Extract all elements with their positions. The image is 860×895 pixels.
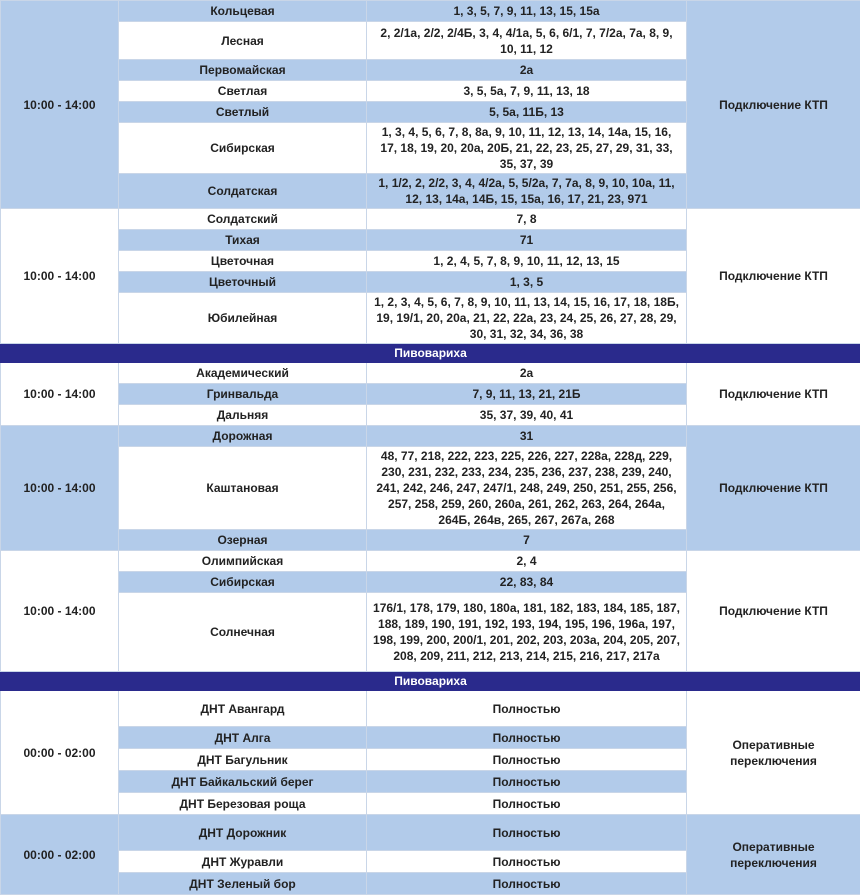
house-numbers: 48, 77, 218, 222, 223, 225, 226, 227, 228а, 228д, 229, 230, 231, 232, 233, 234, 235, 236, 237, 238, 239, 240, 241, 242, 246, 247, 247/1, 248, 249, 250, 251, 255, 256, 257, 258, 259, 260, 260а, 261, 262, 263, 264, 264а, 264Б, 264в, 265, 267, 267а, 268 xyxy=(367,447,687,530)
street-name: Кольцевая xyxy=(119,1,367,22)
street-name: Дальняя xyxy=(119,405,367,426)
work-type: Подключение КТП xyxy=(687,209,860,344)
street-name: Озерная xyxy=(119,530,367,551)
street-name: ДНТ Журавли xyxy=(119,851,367,873)
house-numbers: 1, 3, 5 xyxy=(367,272,687,293)
schedule-row xyxy=(1,426,860,447)
house-numbers: 7, 9, 11, 13, 21, 21Б xyxy=(367,384,687,405)
house-numbers: 7, 8 xyxy=(367,209,687,230)
street-name: Цветочный xyxy=(119,272,367,293)
street-name: Олимпийская xyxy=(119,551,367,572)
outage-time: 10:00 - 14:00 xyxy=(1,363,119,426)
house-numbers: 2, 2/1а, 2/2, 2/4Б, 3, 4, 4/1а, 5, 6, 6/1, 7, 7/2а, 7а, 8, 9, 10, 11, 12 xyxy=(367,22,687,60)
house-numbers: Полностью xyxy=(367,873,687,895)
street-name: Солдатский xyxy=(119,209,367,230)
work-type: Подключение КТП xyxy=(687,1,860,209)
street-name: Лесная xyxy=(119,22,367,60)
street-name: Каштановая xyxy=(119,447,367,530)
work-type: Оперативные переключения xyxy=(687,691,860,815)
district-name: Пивовариха xyxy=(1,672,860,691)
schedule-body xyxy=(1,1,860,895)
house-numbers: Полностью xyxy=(367,771,687,793)
outage-time: 10:00 - 14:00 xyxy=(1,1,119,209)
street-name: ДНТ Березовая роща xyxy=(119,793,367,815)
schedule-row xyxy=(1,363,860,384)
work-type: Подключение КТП xyxy=(687,426,860,551)
street-name: Солнечная xyxy=(119,593,367,672)
district-divider xyxy=(1,672,860,691)
house-numbers: 7 xyxy=(367,530,687,551)
street-name: ДНТ Авангард xyxy=(119,691,367,727)
house-numbers: Полностью xyxy=(367,815,687,851)
work-type: Подключение КТП xyxy=(687,551,860,672)
house-numbers: 1, 2, 4, 5, 7, 8, 9, 10, 11, 12, 13, 15 xyxy=(367,251,687,272)
street-name: Солдатская xyxy=(119,174,367,209)
schedule-row xyxy=(1,691,860,727)
house-numbers: 1, 2, 3, 4, 5, 6, 7, 8, 9, 10, 11, 13, 14, 15, 16, 17, 18, 18Б, 19, 19/1, 20, 20а, 21, 22, 22а, 23, 24, 25, 26, 27, 28, 29, 30, 31, 32, 34, 36, 38 xyxy=(367,293,687,344)
house-numbers: 2а xyxy=(367,60,687,81)
house-numbers: 1, 3, 4, 5, 6, 7, 8, 8а, 9, 10, 11, 12, 13, 14, 14а, 15, 16, 17, 18, 19, 20, 20а, 20Б, 21, 22, 23, 25, 27, 29, 31, 33, 35, 37, 39 xyxy=(367,123,687,174)
street-name: Юбилейная xyxy=(119,293,367,344)
house-numbers: 35, 37, 39, 40, 41 xyxy=(367,405,687,426)
house-numbers: 31 xyxy=(367,426,687,447)
house-numbers: 3, 5, 5а, 7, 9, 11, 13, 18 xyxy=(367,81,687,102)
house-numbers: Полностью xyxy=(367,691,687,727)
street-name: Академический xyxy=(119,363,367,384)
schedule-row xyxy=(1,1,860,22)
schedule-row xyxy=(1,551,860,572)
house-numbers: Полностью xyxy=(367,793,687,815)
work-type: Подключение КТП xyxy=(687,363,860,426)
street-name: Гринвальда xyxy=(119,384,367,405)
district-divider xyxy=(1,344,860,363)
street-name: ДНТ Байкальский берег xyxy=(119,771,367,793)
house-numbers: Полностью xyxy=(367,749,687,771)
street-name: ДНТ Багульник xyxy=(119,749,367,771)
house-numbers: Полностью xyxy=(367,727,687,749)
house-numbers: Полностью xyxy=(367,851,687,873)
house-numbers: 1, 1/2, 2, 2/2, 3, 4, 4/2а, 5, 5/2а, 7, 7а, 8, 9, 10, 10а, 11, 12, 13, 14а, 14Б, 15, 15а, 16, 17, 21, 23, 971 xyxy=(367,174,687,209)
house-numbers: 2а xyxy=(367,363,687,384)
house-numbers: 5, 5а, 11Б, 13 xyxy=(367,102,687,123)
street-name: ДНТ Дорожник xyxy=(119,815,367,851)
house-numbers: 71 xyxy=(367,230,687,251)
street-name: Тихая xyxy=(119,230,367,251)
house-numbers: 2, 4 xyxy=(367,551,687,572)
street-name: ДНТ Алга xyxy=(119,727,367,749)
district-name: Пивовариха xyxy=(1,344,860,363)
outage-time: 00:00 - 02:00 xyxy=(1,691,119,815)
street-name: Сибирская xyxy=(119,572,367,593)
outage-time: 10:00 - 14:00 xyxy=(1,426,119,551)
street-name: Светлая xyxy=(119,81,367,102)
street-name: Светлый xyxy=(119,102,367,123)
schedule-row xyxy=(1,815,860,851)
street-name: Дорожная xyxy=(119,426,367,447)
street-name: Сибирская xyxy=(119,123,367,174)
house-numbers: 176/1, 178, 179, 180, 180а, 181, 182, 183, 184, 185, 187, 188, 189, 190, 191, 192, 193, 194, 195, 196, 196а, 197, 198, 199, 200, 200/1, 201, 202, 203, 203а, 204, 205, 207, 208, 209, 211, 212, 213, 214, 215, 216, 217, 217а xyxy=(367,593,687,672)
house-numbers: 1, 3, 5, 7, 9, 11, 13, 15, 15а xyxy=(367,1,687,22)
street-name: Первомайская xyxy=(119,60,367,81)
outage-time: 10:00 - 14:00 xyxy=(1,209,119,344)
schedule-row xyxy=(1,209,860,230)
street-name: Цветочная xyxy=(119,251,367,272)
outage-time: 00:00 - 02:00 xyxy=(1,815,119,895)
street-name: ДНТ Зеленый бор xyxy=(119,873,367,895)
work-type: Оперативные переключения xyxy=(687,815,860,895)
house-numbers: 22, 83, 84 xyxy=(367,572,687,593)
outage-time: 10:00 - 14:00 xyxy=(1,551,119,672)
